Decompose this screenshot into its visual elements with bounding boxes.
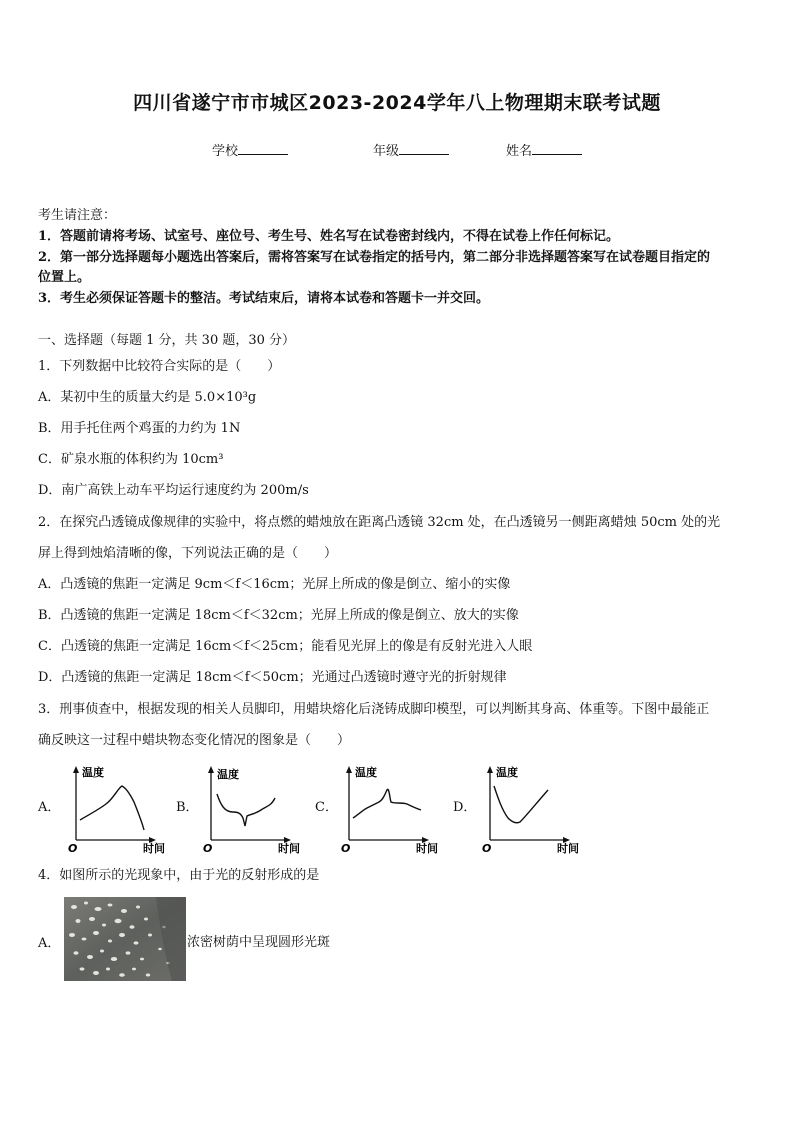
x-axis-label: 时间 — [557, 842, 579, 854]
q4-option-a-label[interactable]: A． — [38, 936, 61, 951]
q3-graph-a[interactable] — [64, 764, 174, 854]
curve-c — [353, 789, 421, 818]
q2-option-c[interactable]: C．凸透镜的焦距一定满足 16cm＜f＜25cm；能看见光屏上的像是有反射光进入人眼 — [38, 639, 533, 654]
y-axis-arrow-icon — [208, 766, 214, 773]
grade-blank[interactable] — [399, 142, 449, 155]
x-axis-label: 时间 — [416, 842, 438, 854]
origin-label: O — [203, 842, 213, 854]
page-title: 四川省遂宁市市城区2023-2024学年八上物理期末联考试题 — [133, 92, 661, 114]
notice-line-2a: 2．第一部分选择题每小题选出答案后，需将答案写在试卷指定的括号内，第二部分非选择题答案写在试卷题目指定的 — [38, 250, 711, 265]
q4-option-a-photo[interactable] — [64, 897, 186, 981]
y-axis-label: 温度 — [355, 766, 377, 779]
q1-option-d[interactable]: D．南广高铁上动车平均运行速度约为 200m/s — [38, 483, 309, 498]
q2-option-b[interactable]: B．凸透镜的焦距一定满足 18cm＜f＜32cm；光屏上所成的像是倒立、放大的实像 — [38, 608, 519, 623]
q2-stem-2: 屏上得到烛焰清晰的像，下列说法正确的是（ ） — [38, 546, 338, 561]
q3-option-a-label[interactable]: A． — [38, 800, 61, 815]
q3-graph-d[interactable] — [478, 764, 588, 854]
name-blank[interactable] — [532, 142, 582, 155]
q3-option-b-label[interactable]: B． — [176, 800, 199, 815]
section-heading: 一、选择题（每题 1 分，共 30 题，30 分） — [38, 333, 296, 348]
y-axis-label: 温度 — [496, 766, 518, 779]
curve-d — [494, 786, 548, 823]
y-axis-label: 温度 — [82, 766, 104, 779]
school-field[interactable] — [212, 140, 288, 159]
q3-graph-b[interactable] — [199, 764, 309, 854]
y-axis-label: 温度 — [217, 768, 239, 781]
grade-label: 年级 — [373, 144, 400, 159]
origin-label: O — [68, 842, 78, 854]
q4-stem: 4．如图所示的光现象中，由于光的反射形成的是 — [38, 868, 320, 883]
q3-stem-2: 确反映这一过程中蜡块物态变化情况的图象是（ ） — [38, 733, 351, 748]
notice-line-2b: 位置上。 — [38, 270, 91, 285]
q4-option-a-caption: 浓密树荫中呈现圆形光斑 — [187, 935, 331, 950]
q1-stem: 1．下列数据中比较符合实际的是（ ） — [38, 359, 281, 374]
q2-stem-1: 2．在探究凸透镜成像规律的实验中，将点燃的蜡烛放在距离凸透镜 32cm 处，在凸透镜另一侧距离蜡烛 50cm 处的光 — [38, 515, 721, 530]
grade-field[interactable] — [373, 140, 449, 159]
q1-option-b[interactable]: B．用手托住两个鸡蛋的力约为 1N — [38, 421, 241, 436]
q1-option-c[interactable]: C．矿泉水瓶的体积约为 10cm³ — [38, 452, 224, 467]
curve-a — [80, 786, 144, 830]
notice-line-3: 3．考生必须保证答题卡的整洁。考试结束后，请将本试卷和答题卡一并交回。 — [38, 291, 490, 306]
y-axis-arrow-icon — [346, 766, 352, 773]
origin-label: O — [341, 842, 351, 854]
y-axis-arrow-icon — [487, 766, 493, 773]
q2-option-a[interactable]: A．凸透镜的焦距一定满足 9cm＜f＜16cm；光屏上所成的像是倒立、缩小的实像 — [38, 577, 511, 592]
school-blank[interactable] — [238, 142, 288, 155]
notice-heading: 考生请注意： — [38, 208, 117, 223]
q3-option-d-label[interactable]: D． — [453, 800, 477, 815]
curve-b — [217, 794, 275, 826]
q2-option-d[interactable]: D．凸透镜的焦距一定满足 18cm＜f＜50cm；光通过凸透镜时遵守光的折射规律 — [38, 670, 507, 685]
q1-option-a[interactable]: A．某初中生的质量大约是 5.0×10³g — [38, 390, 257, 405]
school-label: 学校 — [212, 144, 239, 159]
name-field[interactable] — [506, 140, 582, 159]
y-axis-arrow-icon — [73, 766, 79, 773]
q3-stem-1: 3．刑事侦查中，根据发现的相关人员脚印，用蜡块熔化后浇铸成脚印模型，可以判断其身高、体重等。下图中最能正 — [38, 702, 710, 717]
q3-graph-c[interactable] — [337, 764, 447, 854]
name-label: 姓名 — [506, 144, 533, 159]
x-axis-label: 时间 — [143, 842, 165, 854]
origin-label: O — [482, 842, 492, 854]
q3-option-c-label[interactable]: C． — [315, 800, 338, 815]
x-axis-label: 时间 — [278, 842, 300, 854]
notice-line-1: 1．答题前请将考场、试室号、座位号、考生号、姓名写在试卷密封线内，不得在试卷上作任何标记。 — [38, 229, 620, 244]
